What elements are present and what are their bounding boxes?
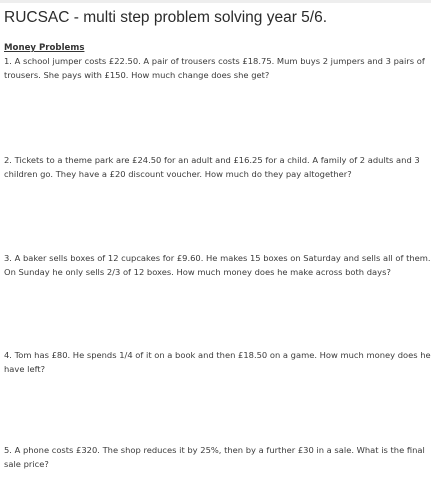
document-title: RUCSAC - multi step problem solving year 5/6.: [4, 9, 328, 26]
section-heading: Money Problems: [4, 43, 85, 53]
problem-1: 1. A school jumper costs £22.50. A pair of trousers costs £18.75. Mum buys 2 jumpers and 3 pairs of trousers. She pays with £150. How much change does she get?: [4, 56, 425, 80]
top-divider: [0, 0, 431, 3]
problem-3: 3. A baker sells boxes of 12 cupcakes for £9.60. He makes 15 boxes on Saturday and sells all of them. On Sunday he only sells 2/3 of 12 boxes. How much money does he make across both days?: [4, 253, 431, 277]
problem-4: 4. Tom has £80. He spends 1/4 of it on a book and then £18.50 on a game. How much money does he have left?: [4, 350, 431, 374]
problem-2: 2. Tickets to a theme park are £24.50 for an adult and £16.25 for a child. A family of 2 adults and 3 children go. They have a £20 discount voucher. How much do they pay altogether?: [4, 155, 420, 179]
problem-5: 5. A phone costs £320. The shop reduces it by 25%, then by a further £30 in a sale. What is the final sale price?: [4, 445, 425, 469]
